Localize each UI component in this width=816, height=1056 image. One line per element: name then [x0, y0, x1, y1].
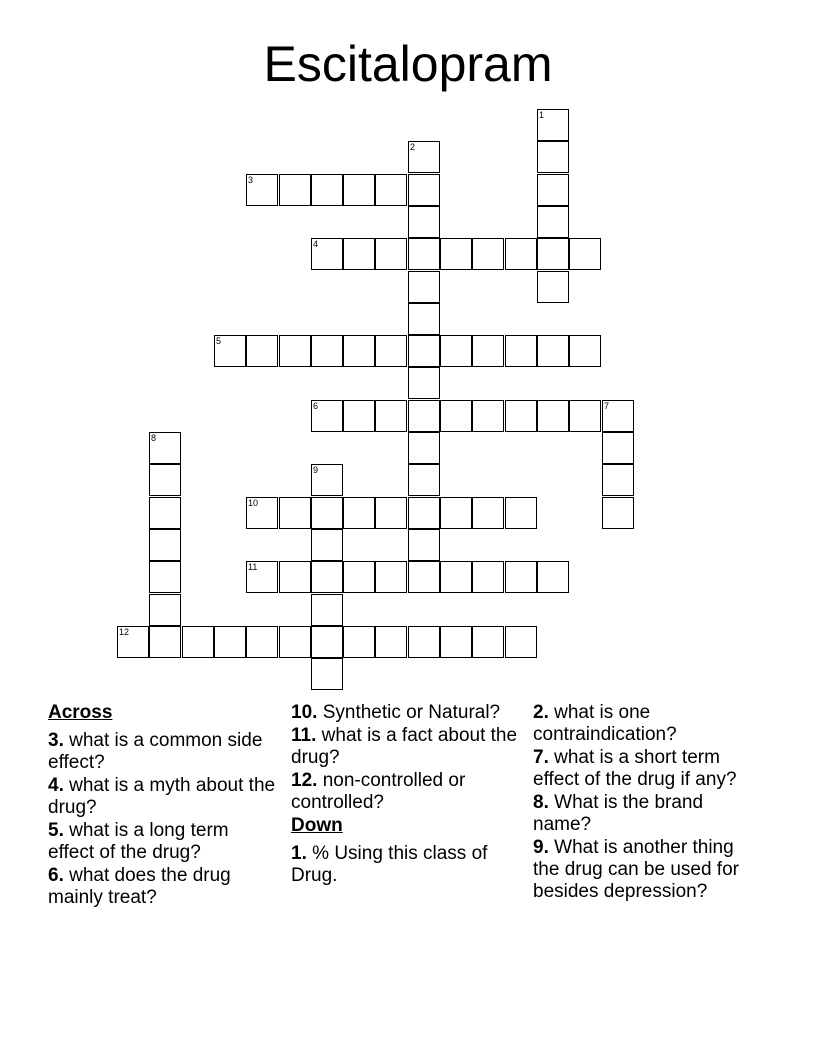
grid-cell[interactable] [375, 497, 407, 529]
grid-cell[interactable] [279, 174, 311, 206]
grid-cell[interactable] [602, 432, 634, 464]
grid-cell[interactable] [440, 497, 472, 529]
clue-text: what does the drug mainly treat? [48, 865, 231, 908]
grid-cell[interactable] [408, 432, 440, 464]
grid-cell[interactable] [472, 497, 504, 529]
grid-cell[interactable] [343, 561, 375, 593]
cell-number: 10 [248, 498, 259, 508]
grid-cell[interactable] [440, 335, 472, 367]
down-heading: Down [291, 815, 343, 836]
grid-cell[interactable] [505, 335, 537, 367]
grid-cell[interactable] [343, 400, 375, 432]
grid-cell[interactable] [343, 335, 375, 367]
clue-column-2 [291, 702, 519, 888]
grid-cell[interactable] [279, 626, 311, 658]
grid-cell[interactable] [505, 400, 537, 432]
cell-number: 6 [313, 401, 319, 411]
grid-cell[interactable] [246, 174, 278, 206]
clue-number: 5. [48, 820, 64, 841]
grid-cell[interactable] [149, 464, 181, 496]
grid-cell[interactable] [375, 174, 407, 206]
grid-cell[interactable] [311, 594, 343, 626]
grid-cell[interactable] [214, 626, 246, 658]
clue-text: what is a long term effect of the drug? [48, 820, 229, 863]
grid-cell[interactable] [408, 367, 440, 399]
grid-cell[interactable] [505, 497, 537, 529]
clue-number: 4. [48, 775, 64, 796]
grid-cell[interactable] [408, 626, 440, 658]
grid-cell[interactable] [569, 335, 601, 367]
clue-number: 1. [291, 843, 307, 864]
grid-cell[interactable] [149, 497, 181, 529]
clue-across-10 [291, 702, 519, 724]
clue-down-7 [533, 747, 761, 791]
grid-cell[interactable] [472, 335, 504, 367]
cell-number: 2 [410, 142, 416, 152]
grid-cell[interactable] [311, 626, 343, 658]
grid-cell[interactable] [440, 626, 472, 658]
grid-cell[interactable] [246, 335, 278, 367]
grid-cell[interactable] [408, 497, 440, 529]
clue-down-2 [533, 702, 761, 746]
clue-across-5 [48, 820, 276, 864]
clue-text: what is a common side effect? [48, 730, 263, 773]
grid-cell[interactable] [537, 206, 569, 238]
grid-cell[interactable] [408, 141, 440, 173]
clue-number: 8. [533, 792, 549, 813]
cell-number: 4 [313, 239, 319, 249]
grid-cell[interactable] [537, 271, 569, 303]
grid-cell[interactable] [408, 238, 440, 270]
grid-cell[interactable] [440, 400, 472, 432]
grid-cell[interactable] [343, 497, 375, 529]
grid-cell[interactable] [505, 561, 537, 593]
grid-cell[interactable] [149, 561, 181, 593]
cell-number: 11 [248, 562, 258, 572]
clue-across-12 [291, 770, 519, 814]
clue-across-4 [48, 775, 276, 819]
grid-cell[interactable] [343, 238, 375, 270]
grid-cell[interactable] [408, 335, 440, 367]
grid-cell[interactable] [375, 561, 407, 593]
grid-cell[interactable] [246, 626, 278, 658]
grid-cell[interactable] [375, 626, 407, 658]
grid-cell[interactable] [408, 303, 440, 335]
grid-cell[interactable] [375, 400, 407, 432]
grid-cell[interactable] [537, 109, 569, 141]
clue-across-6 [48, 865, 276, 909]
grid-cell[interactable] [408, 464, 440, 496]
grid-cell[interactable] [505, 238, 537, 270]
clue-text: What is another thing the drug can be used for besides depression? [533, 837, 739, 902]
clue-text: what is a myth about the drug? [48, 775, 276, 818]
grid-cell[interactable] [246, 561, 278, 593]
clue-number: 12. [291, 770, 318, 791]
grid-cell[interactable] [214, 335, 246, 367]
grid-cell[interactable] [537, 335, 569, 367]
grid-cell[interactable] [343, 174, 375, 206]
grid-cell[interactable] [149, 432, 181, 464]
clue-text: non-controlled or controlled? [291, 770, 466, 813]
grid-cell[interactable] [472, 238, 504, 270]
grid-cell[interactable] [472, 561, 504, 593]
grid-cell[interactable] [408, 174, 440, 206]
grid-cell[interactable] [279, 335, 311, 367]
cell-number: 12 [119, 627, 130, 637]
grid-cell[interactable] [279, 497, 311, 529]
grid-cell[interactable] [472, 626, 504, 658]
clue-across-11 [291, 725, 519, 769]
clue-text: what is a short term effect of the drug if any? [533, 747, 737, 790]
grid-cell[interactable] [311, 658, 343, 690]
grid-cell[interactable] [537, 400, 569, 432]
grid-cell[interactable] [408, 529, 440, 561]
grid-cell[interactable] [602, 464, 634, 496]
grid-cell[interactable] [537, 174, 569, 206]
grid-cell[interactable] [117, 626, 149, 658]
clue-text: What is the brand name? [533, 792, 704, 835]
cell-number: 1 [539, 110, 545, 120]
clue-number: 10. [291, 702, 318, 723]
grid-cell[interactable] [311, 561, 343, 593]
cell-number: 3 [248, 175, 254, 185]
cell-number: 9 [313, 465, 319, 475]
grid-cell[interactable] [408, 206, 440, 238]
clue-number: 9. [533, 837, 549, 858]
clue-number: 3. [48, 730, 64, 751]
cell-number: 5 [216, 336, 222, 346]
clue-number: 2. [533, 702, 549, 723]
clue-column-3 [533, 702, 761, 904]
cell-number: 7 [604, 401, 610, 411]
grid-cell[interactable] [537, 141, 569, 173]
grid-cell[interactable] [149, 529, 181, 561]
clue-text: what is a fact about the drug? [291, 725, 518, 768]
clue-down-1 [291, 843, 519, 887]
clue-text: what is one contraindication? [533, 702, 677, 745]
clue-text: % Using this class of Drug. [291, 843, 488, 886]
clue-number: 6. [48, 865, 64, 886]
grid-cell[interactable] [149, 594, 181, 626]
grid-cell[interactable] [311, 400, 343, 432]
grid-cell[interactable] [408, 271, 440, 303]
grid-cell[interactable] [311, 238, 343, 270]
grid-cell[interactable] [279, 561, 311, 593]
clue-number: 11. [291, 725, 317, 746]
clue-down-9 [533, 837, 761, 903]
grid-cell[interactable] [311, 464, 343, 496]
grid-cell[interactable] [343, 626, 375, 658]
grid-cell[interactable] [602, 497, 634, 529]
grid-cell[interactable] [375, 335, 407, 367]
cell-number: 8 [151, 433, 157, 443]
across-heading: Across [48, 702, 113, 723]
grid-cell[interactable] [505, 626, 537, 658]
clue-column-1 [48, 702, 276, 910]
grid-cell[interactable] [311, 335, 343, 367]
clue-across-3 [48, 730, 276, 774]
grid-cell[interactable] [182, 626, 214, 658]
puzzle-title: Escitalopram [263, 36, 553, 92]
grid-cell[interactable] [246, 497, 278, 529]
grid-cell[interactable] [537, 561, 569, 593]
grid-cell[interactable] [569, 238, 601, 270]
grid-cell[interactable] [311, 529, 343, 561]
grid-cell[interactable] [311, 174, 343, 206]
grid-cell[interactable] [149, 626, 181, 658]
grid-cell[interactable] [408, 400, 440, 432]
grid-cell[interactable] [375, 238, 407, 270]
grid-cell[interactable] [537, 238, 569, 270]
grid-cell[interactable] [408, 561, 440, 593]
grid-cell[interactable] [440, 238, 472, 270]
clue-down-8 [533, 792, 761, 836]
grid-cell[interactable] [602, 400, 634, 432]
clue-text: Synthetic or Natural? [322, 702, 501, 723]
grid-cell[interactable] [311, 497, 343, 529]
grid-cell[interactable] [472, 400, 504, 432]
clue-number: 7. [533, 747, 549, 768]
grid-cell[interactable] [569, 400, 601, 432]
grid-cell[interactable] [440, 561, 472, 593]
